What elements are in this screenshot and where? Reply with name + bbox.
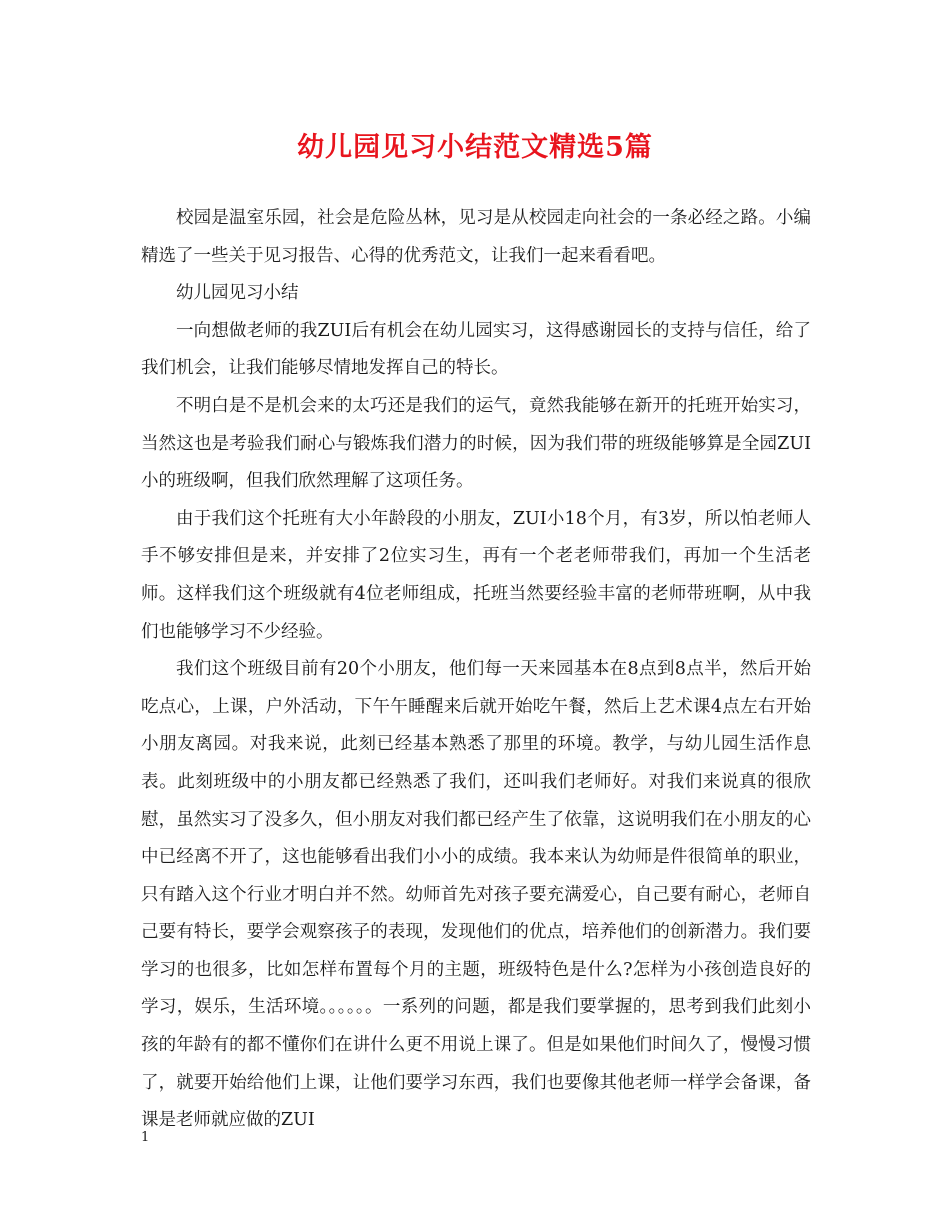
paragraph-intro: 校园是温室乐园，社会是危险丛林，见习是从校园走向社会的一条必经之路。小编精选了一些关于见习报告、心得的优秀范文，让我们一起来看看吧。: [141, 208, 811, 266]
paragraph-section-heading: 幼儿园见习小结: [176, 283, 299, 304]
document-title: 幼儿园见习小结范文精选5篇: [297, 132, 653, 163]
paragraph-1: 一向想做老师的我ZUI后有机会在幼儿园实习，这得感谢园长的支持与信任，给了我们机会，让我们能够尽情地发挥自己的特长。: [141, 320, 811, 379]
page-number: 1: [141, 1130, 150, 1145]
paragraph-3: 由于我们这个托班有大小年龄段的小朋友，ZUI小18个月，有3岁，所以怕老师人手不够安排但是来，并安排了2位实习生，再有一个老老师带我们，再加一个生活老师。这样我们这个班级就有4位老师组成，托班当然要经验丰富的老师带班啊，从中我们也能够学习不少经验。: [141, 508, 811, 642]
paragraph-2: 不明白是不是机会来的太巧还是我们的运气，竟然我能够在新开的托班开始实习，当然这也是考验我们耐心与锻炼我们潜力的时候，因为我们带的班级能够算是全园ZUI小的班级啊，但我们欣然理解了这项任务。: [141, 395, 811, 492]
document-body: [141, 200, 811, 1140]
paragraph-4: 我们这个班级目前有20个小朋友，他们每一天来园基本在8点到8点半，然后开始吃点心，上课，户外活动，下午午睡醒来后就开始吃午餐，然后上艺术课4点左右开始小朋友离园。对我来说，此刻已经基本熟悉了那里的环境。教学，与幼儿园生活作息表。此刻班级中的小朋友都已经熟悉了我们，还叫我们老师好。对我们来说真的很欣慰，虽然实习了没多久，但小朋友对我们都已经产生了依靠，这说明我们在小朋友的心中已经离不开了，这也能够看出我们小小的成绩。我本来认为幼师是件很简单的职业，只有踏入这个行业才明白并不然。幼师首先对孩子要充满爱心，自己要有耐心，老师自己要有特长，要学会观察孩子的表现，发现他们的优点，培养他们的创新潜力。我们要学习的也很多，比如怎样布置每个月的主题，班级特色是什么?怎样为小孩创造良好的学习，娱乐，生活环境。。。。。。一系列的问题，都是我们要掌握的，思考到我们此刻小孩的年龄有的都不懂你们在讲什么更不用说上课了。但是如果他们时间久了，慢慢习惯了，就要开始给他们上课，让他们要学习东西，我们也要像其他老师一样学会备课，备课是老师就应做的ZUI: [141, 659, 811, 1131]
